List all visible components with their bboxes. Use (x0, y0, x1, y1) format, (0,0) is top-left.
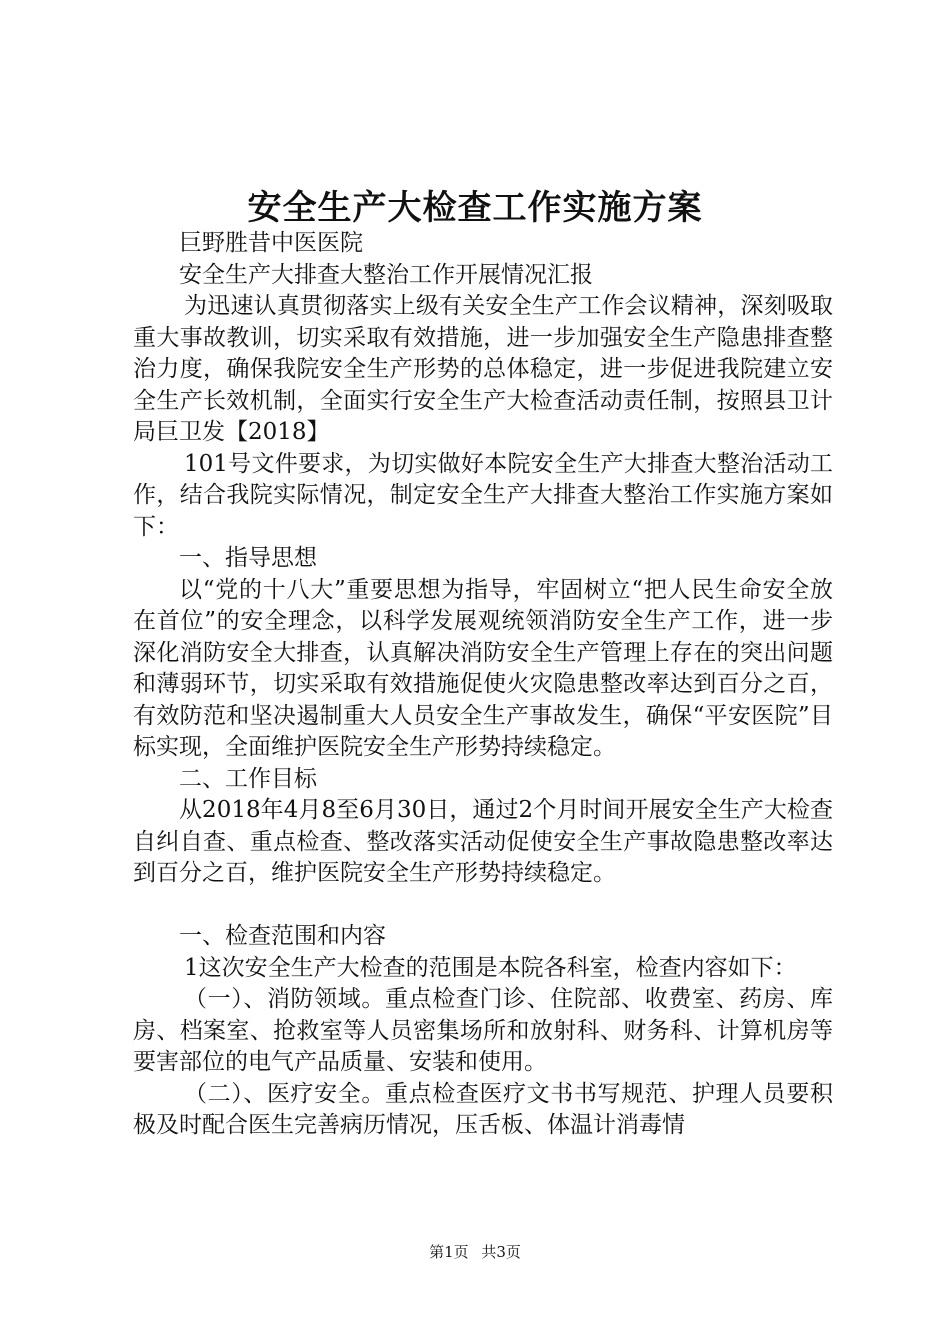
requirements-paragraph: 101号文件要求，为切实做好本院安全生产大排查大整治活动工作，结合我院实际情况，制定安全生产大排查大整治工作实施方案如下： (133, 450, 833, 540)
hospital-name: 巨野胜昔中医医院 (179, 230, 363, 256)
intro-paragraph: 为迅速认真贯彻落实上级有关安全生产工作会议精神，深刻吸取重大事故教训，切实采取有效措施，进一步加强安全生产隐患排查整治力度，确保我院安全生产形势的总体稳定，进一步促进我院建立安全生产长效机制，全面实行安全生产大检查活动责任制，按照县卫计局巨卫发【2018】 (133, 293, 833, 445)
guiding-ideology-paragraph: 以“党的十八大”重要思想为指导，牢固树立“把人民生命安全放在首位”的安全理念，以科学发展观统领消防安全生产工作，进一步深化消防安全大排查，认真解决消防安全生产管理上存在的突出问题和薄弱环节，切实采取有效措施促使火灾隐患整改率达到百分之百，有效防范和坚决遏制重大人员安全生产事故发生，确保“平安医院”目标实现，全面维护医院安全生产形势持续稳定。 (133, 576, 833, 760)
page-footer (0, 1242, 950, 1262)
document-title: 安全生产大检查工作实施方案 (247, 188, 703, 228)
report-subtitle: 安全生产大排查大整治工作开展情况汇报 (179, 261, 593, 288)
paragraph-gap (133, 890, 833, 922)
section-heading-guiding-ideology: 一、指导思想 (179, 545, 317, 571)
section-heading-work-goals: 二、工作目标 (179, 765, 317, 792)
work-goals-paragraph: 从2018年4月8至6月30日，通过2个月时间开展安全生产大检查自纠自查、重点检查、整改落实活动促使安全生产事故隐患整改率达到百分之百，维护医院安全生产形势持续稳定。 (133, 797, 833, 886)
scope-paragraph: 1这次安全生产大检查的范围是本院各科室，检查内容如下： (184, 954, 797, 981)
medical-safety-paragraph: （二）、医疗安全。重点检查医疗文书书写规范、护理人员要积极及时配合医生完善病历情况，压舌板、体温计消毒情 (133, 1080, 833, 1138)
fire-safety-paragraph: （一）、消防领域。重点检查门诊、住院部、收费室、药房、库房、档案室、抢救室等人员密集场所和放射科、财务科、计算机房等要害部位的电气产品质量、安装和使用。 (133, 986, 833, 1075)
page-total: 共3页 (481, 1243, 521, 1261)
page-number: 第1页 (429, 1243, 469, 1261)
section-heading-scope: 一、检查范围和内容 (179, 923, 386, 949)
document-body (133, 228, 833, 1142)
